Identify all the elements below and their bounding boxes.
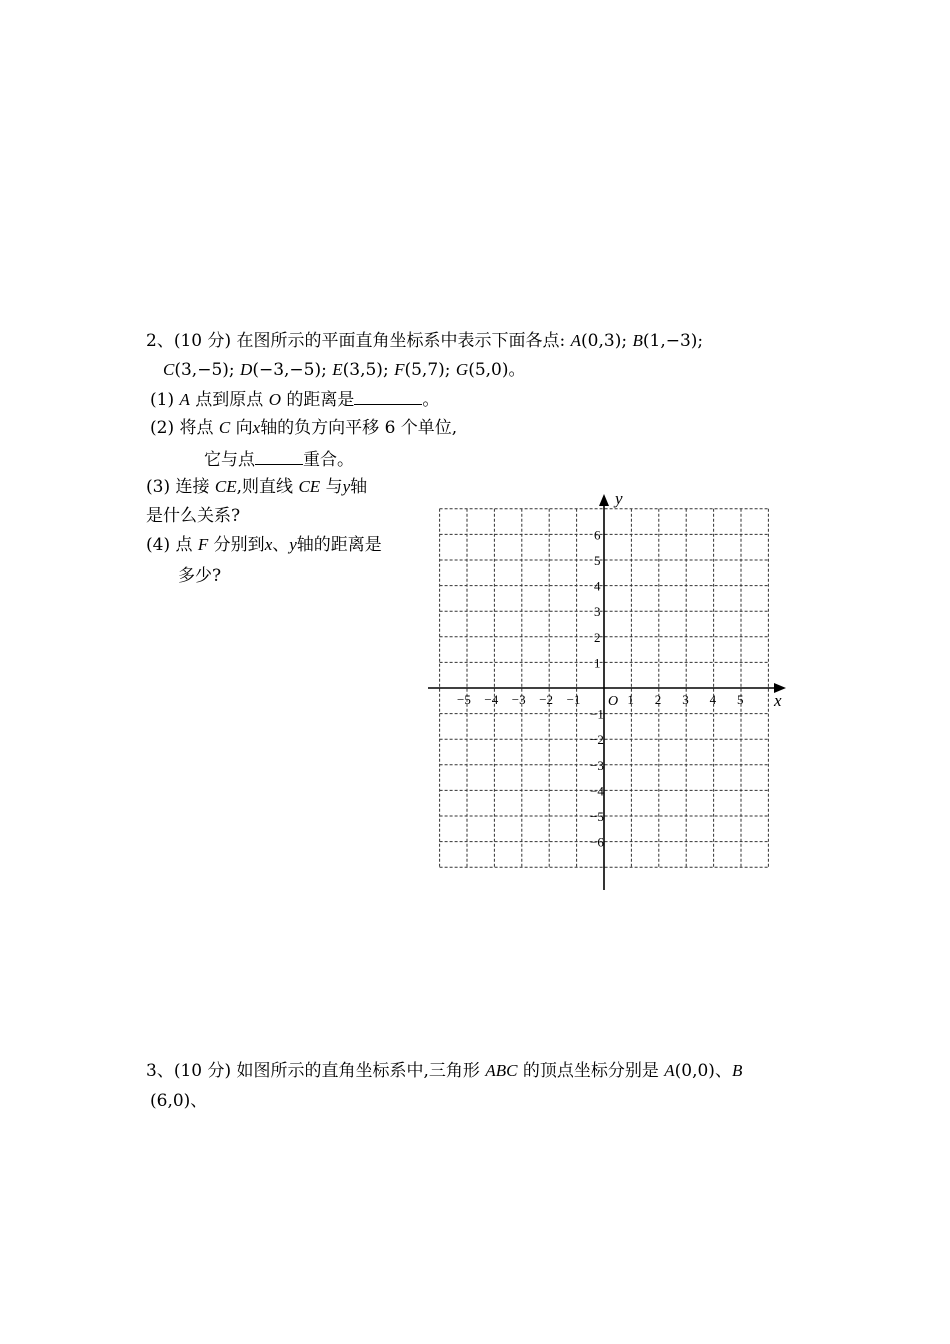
- q3-line-2: [150, 1090, 207, 1112]
- y-tick-label: 3: [594, 604, 601, 620]
- sub1-point-a: A: [179, 390, 190, 409]
- y-tick-label: −1: [590, 706, 604, 722]
- q2-sub-3b: [146, 505, 240, 527]
- y-tick-label: −2: [590, 732, 604, 748]
- q3-triangle-abc: ABC: [485, 1061, 518, 1080]
- sub4-y-axis: y: [289, 535, 297, 554]
- x-tick-label: −1: [566, 692, 581, 707]
- x-tick-label: 4: [709, 692, 717, 707]
- q3-point-b-coord: (6,0)、: [150, 1091, 208, 1111]
- sub3-suffix: 轴: [350, 477, 368, 497]
- x-tick-label: 1: [627, 692, 634, 707]
- y-tick-label: −5: [590, 809, 604, 824]
- y-tick-label: 5: [594, 553, 601, 568]
- q2-line-2: [163, 359, 526, 381]
- q2-line-1: [146, 330, 703, 352]
- x-tick-label: −2: [539, 692, 554, 707]
- q2-sub-3: [146, 476, 367, 498]
- point-b-label: B: [632, 331, 643, 350]
- sub4b-text: 多少?: [178, 566, 222, 586]
- x-tick-label: 2: [654, 692, 662, 707]
- point-d-label: D: [240, 360, 253, 379]
- coordinate-grid: [420, 486, 800, 896]
- sub1-origin-o: O: [268, 390, 281, 409]
- point-a-coord: (0,3);: [581, 331, 628, 351]
- x-tick-label: 5: [737, 692, 744, 707]
- sub4-x-axis: x: [264, 535, 273, 554]
- y-tick-label: 4: [594, 578, 601, 594]
- x-axis-label: x: [774, 691, 782, 710]
- sub4-prefix: (4) 点: [146, 535, 198, 555]
- point-d-coord: (−3,−5);: [252, 360, 327, 380]
- point-e-label: E: [332, 360, 343, 379]
- y-tick-label: −4: [590, 783, 604, 799]
- sub3-prefix: (3) 连接: [146, 477, 215, 497]
- sub1-suffix: 的距离是: [280, 390, 355, 410]
- q2-sub-4: [146, 534, 382, 556]
- point-g-label: G: [455, 360, 469, 379]
- x-tick-labels: [457, 692, 744, 707]
- y-tick-label: 2: [594, 629, 601, 645]
- sub4-sep: 、: [272, 535, 290, 555]
- sub3b-text: 是什么关系?: [146, 506, 241, 526]
- sub3-mid: ,则直线: [236, 477, 299, 497]
- sub2b-suffix: 重合。: [303, 450, 354, 470]
- q3-mid: 的顶点坐标分别是: [517, 1061, 665, 1081]
- point-f-coord: (5,7);: [404, 360, 451, 380]
- point-e-coord: (3,5);: [342, 360, 389, 380]
- sub3-mid2: 与: [320, 477, 343, 497]
- sub3-y-axis: y: [342, 477, 351, 496]
- q2-sub-4b: [178, 565, 221, 587]
- sub1-prefix: (1): [150, 390, 180, 410]
- q3-point-b: B: [731, 1061, 743, 1080]
- y-axis-label: y: [615, 489, 623, 508]
- q3-point-a: A: [664, 1061, 675, 1080]
- y-tick-label: 1: [594, 655, 601, 671]
- q2-sub-1: [150, 388, 439, 411]
- q3-point-a-coord: (0,0)、: [674, 1061, 732, 1081]
- point-g-coord: (5,0)。: [468, 360, 526, 380]
- q2-heading: 2、(10 分) 在图所示的平面直角坐标系中表示下面各点:: [146, 331, 571, 351]
- q2-sub-2b: [204, 448, 354, 471]
- sub4-mid: 分别到: [208, 535, 265, 555]
- answer-blank-1[interactable]: [354, 388, 422, 405]
- y-tick-label: −3: [590, 757, 604, 773]
- sub3-line-ce: CE: [298, 477, 321, 496]
- sub2-prefix: (2) 将点: [150, 418, 219, 438]
- q3-line-1: [146, 1060, 742, 1082]
- point-c-coord: (3,−5);: [174, 360, 235, 380]
- x-tick-label: −4: [484, 692, 499, 707]
- sub2b-prefix: 它与点: [204, 450, 255, 470]
- x-tick-label: 3: [682, 692, 689, 707]
- axes: [428, 489, 786, 890]
- point-f-label: F: [394, 360, 405, 379]
- sub2-x-axis: x: [252, 418, 261, 437]
- q3-heading: 3、(10 分) 如图所示的直角坐标系中,三角形: [146, 1061, 486, 1081]
- x-tick-label: −3: [511, 692, 526, 707]
- point-b-coord: (1,−3);: [642, 331, 704, 351]
- sub2-suffix: 轴的负方向平移 6 个单位,: [260, 418, 458, 438]
- sub1-mid: 点到原点: [189, 390, 269, 410]
- origin-label: O: [608, 694, 619, 709]
- point-a-label: A: [570, 331, 582, 350]
- answer-blank-2[interactable]: [255, 448, 303, 465]
- sub3-segment-ce: CE: [214, 477, 237, 496]
- y-tick-label: 6: [594, 527, 601, 543]
- sub2-point-c: C: [218, 418, 231, 437]
- sub2-mid: 向: [230, 418, 253, 438]
- q2-sub-2: [150, 417, 457, 439]
- y-tick-label: −6: [590, 834, 604, 850]
- sub1-end: 。: [422, 390, 440, 410]
- sub4-point-f: F: [197, 535, 209, 554]
- x-tick-label: −5: [457, 692, 471, 707]
- point-c-label: C: [163, 360, 175, 379]
- y-axis-arrow-icon: [599, 494, 609, 506]
- sub4-suffix: 轴的距离是: [296, 535, 382, 555]
